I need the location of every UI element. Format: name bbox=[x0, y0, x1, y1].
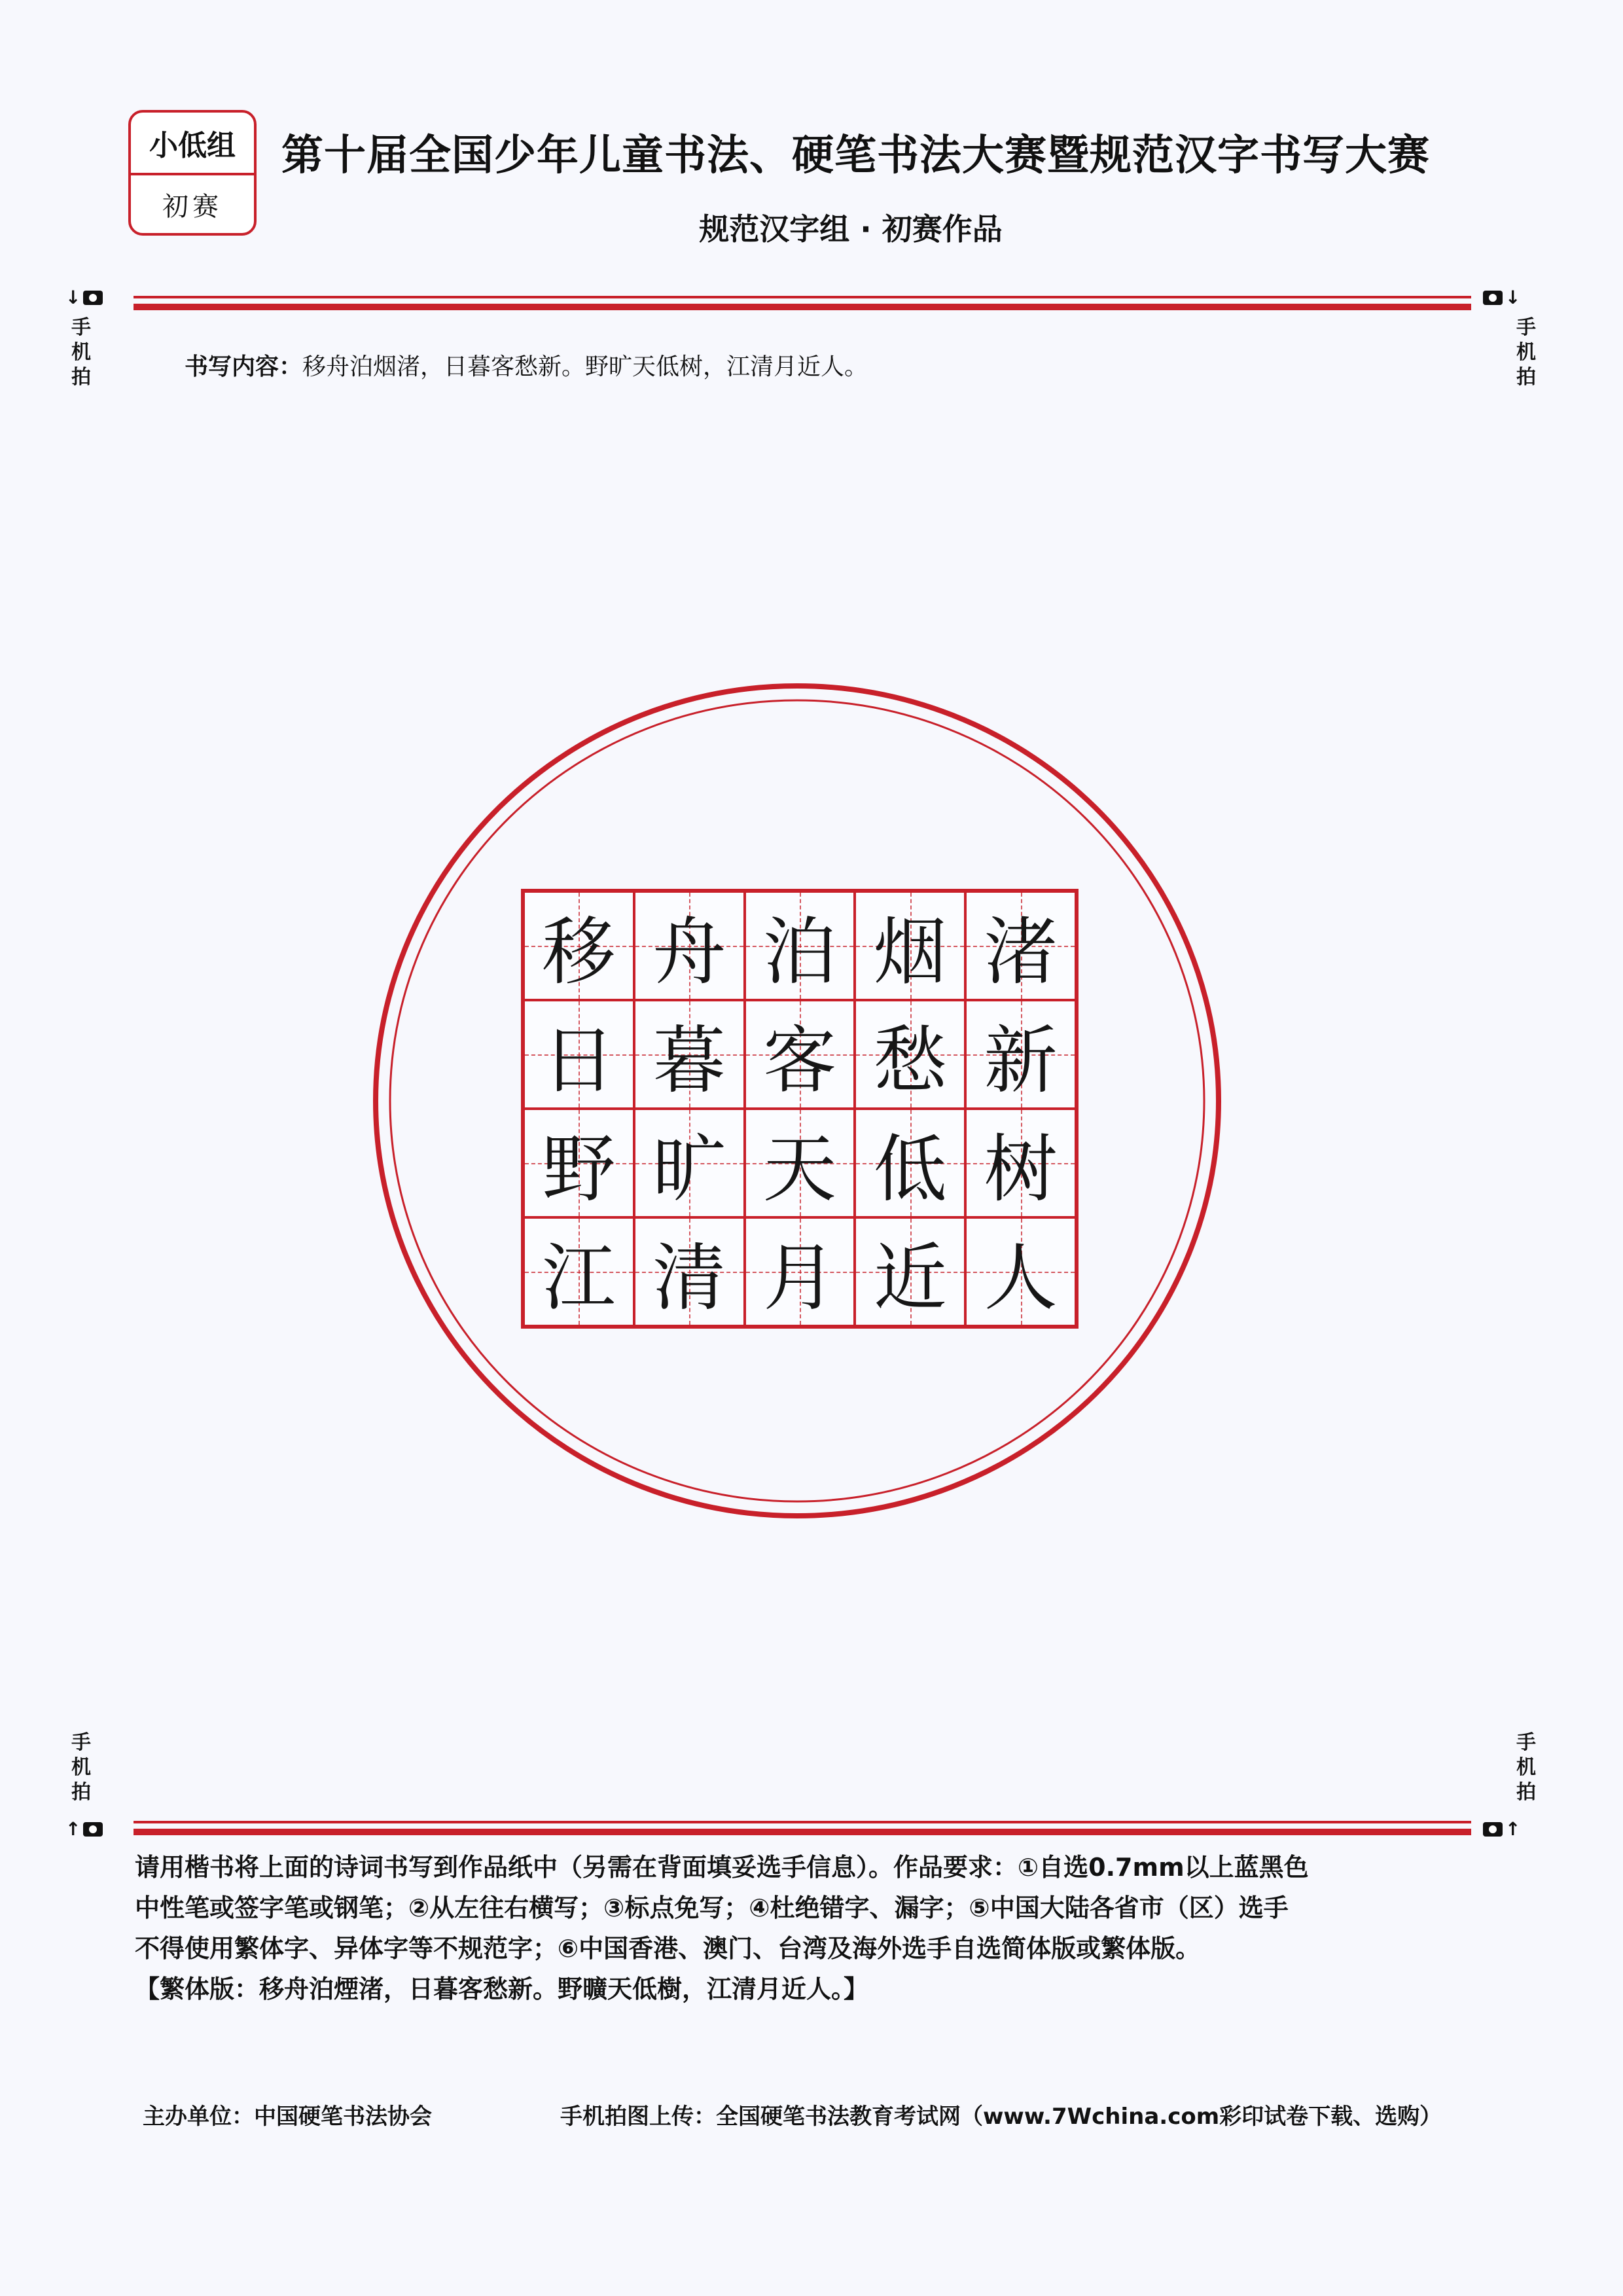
grid-cell: 近 bbox=[855, 1217, 965, 1326]
upload-info-text: 手机拍图上传：全国硬笔书法教育考试网（www.7Wchina.com彩印试卷下载、选购） bbox=[560, 2104, 1442, 2130]
grid-cell: 树 bbox=[965, 1109, 1076, 1217]
grid-cell: 新 bbox=[965, 1000, 1076, 1109]
grid-cell: 日 bbox=[524, 1000, 634, 1109]
grid-cell: 泊 bbox=[745, 891, 855, 1000]
bottom-rule-thick bbox=[134, 1829, 1471, 1835]
top-rule-thin bbox=[134, 296, 1471, 298]
grid-cell: 人 bbox=[965, 1217, 1076, 1326]
requirements-line: 中性笔或签字笔或钢笔；②从左往右横写；③标点免写；④杜绝错字、漏字；⑤中国大陆各省市（区）选手 bbox=[135, 1893, 1289, 1922]
top-right-photo-marker bbox=[1483, 287, 1520, 308]
arrow-down-icon: ↓ bbox=[1505, 287, 1521, 308]
grid-cell: 渚 bbox=[965, 891, 1076, 1000]
grid-cell: 江 bbox=[524, 1217, 634, 1326]
grid-cell: 舟 bbox=[634, 891, 745, 1000]
arrow-down-icon: ↓ bbox=[65, 287, 81, 308]
arrow-up-icon: ↑ bbox=[65, 1818, 81, 1840]
grid-cell: 天 bbox=[745, 1109, 855, 1217]
grid-cell: 暮 bbox=[634, 1000, 745, 1109]
grid-cell: 客 bbox=[745, 1000, 855, 1109]
requirements-line: 不得使用繁体字、异体字等不规范字；⑥中国香港、澳门、台湾及海外选手自选简体版或繁体版。 bbox=[135, 1934, 1201, 1963]
grid-cell: 移 bbox=[524, 891, 634, 1000]
writing-content-label: 书写内容： bbox=[185, 353, 303, 380]
writing-content-text: 移舟泊烟渚，日暮客愁新。野旷天低树，江清月近人。 bbox=[302, 353, 868, 380]
bottom-right-photo-marker bbox=[1483, 1818, 1520, 1840]
writing-content bbox=[185, 348, 868, 382]
traditional-version-line: 【繁体版：移舟泊煙渚，日暮客愁新。野曠天低樹，江清月近人。】 bbox=[135, 1975, 869, 2003]
organizer-text: 主办单位：中国硬笔书法协会 bbox=[143, 2104, 432, 2130]
grid-cell: 旷 bbox=[634, 1109, 745, 1217]
top-rule-thick bbox=[134, 304, 1471, 310]
writing-grid bbox=[521, 889, 1079, 1329]
badge-round-label: 初赛 bbox=[162, 191, 223, 222]
requirements-line: 请用楷书将上面的诗词书写到作品纸中（另需在背面填妥选手信息）。作品要求：①自选0.7mm以上蓝黑色 bbox=[135, 1853, 1309, 1882]
grid-cell: 愁 bbox=[855, 1000, 965, 1109]
page-subtitle: 规范汉字组 · 初赛作品 bbox=[699, 211, 1003, 247]
bottom-rule-thin bbox=[134, 1821, 1471, 1823]
phone-label-top-right: 手 机 拍 bbox=[1516, 316, 1536, 389]
grid-cell: 清 bbox=[634, 1217, 745, 1326]
grid-cell: 月 bbox=[745, 1217, 855, 1326]
bottom-left-photo-marker bbox=[65, 1818, 103, 1840]
camera-icon bbox=[1483, 1822, 1503, 1837]
arrow-up-icon: ↑ bbox=[1505, 1818, 1521, 1840]
top-left-photo-marker bbox=[65, 287, 103, 308]
grid-cell: 烟 bbox=[855, 891, 965, 1000]
grid-cell: 低 bbox=[855, 1109, 965, 1217]
camera-icon bbox=[83, 1822, 103, 1837]
badge-group-label: 小低组 bbox=[149, 129, 236, 162]
requirements-text bbox=[135, 1847, 1476, 2009]
camera-icon bbox=[83, 291, 103, 305]
grid-cell: 野 bbox=[524, 1109, 634, 1217]
phone-label-bottom-right: 手 机 拍 bbox=[1516, 1731, 1536, 1804]
phone-label-bottom-left: 手 机 拍 bbox=[71, 1731, 91, 1804]
camera-icon bbox=[1483, 291, 1503, 305]
page-title: 第十届全国少年儿童书法、硬笔书法大赛暨规范汉字书写大赛 bbox=[281, 131, 1430, 180]
phone-label-top-left: 手 机 拍 bbox=[71, 316, 91, 389]
